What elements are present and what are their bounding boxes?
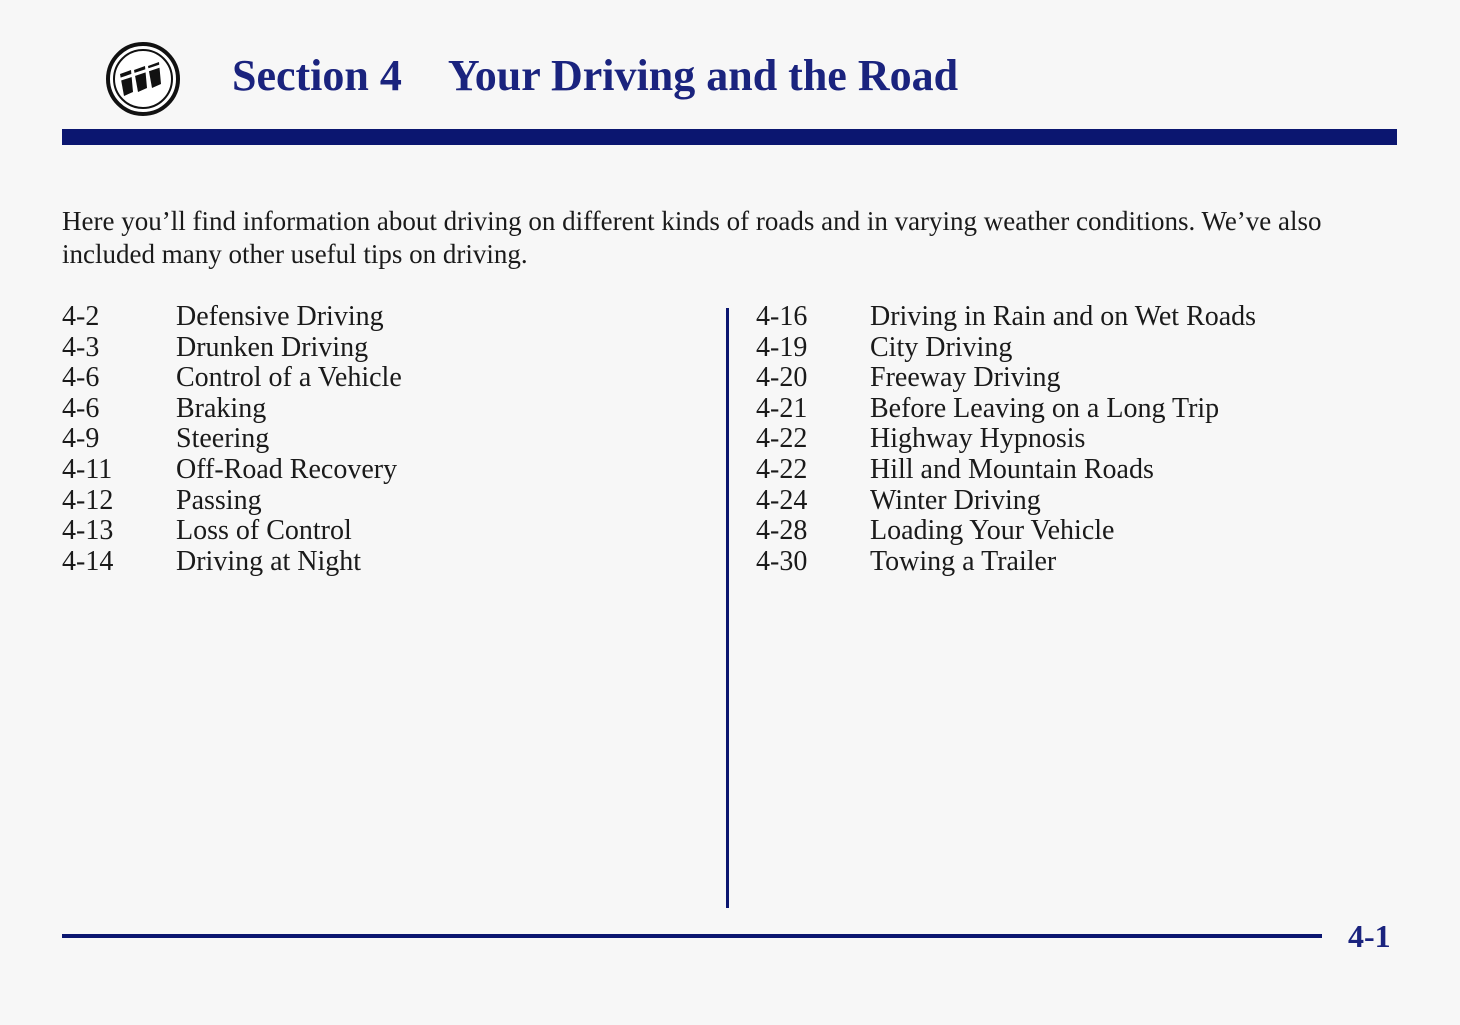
- header-rule: [62, 129, 1397, 145]
- footer-rule: [62, 934, 1322, 938]
- toc-entry-title: Hill and Mountain Roads: [870, 453, 1154, 485]
- toc-entry-title: Braking: [176, 392, 267, 424]
- toc-entry-title: Off-Road Recovery: [176, 453, 398, 485]
- toc-page-number: 4-9: [62, 423, 100, 455]
- page-number: 4-1: [1348, 918, 1391, 954]
- toc-page-number: 4-30: [756, 545, 808, 577]
- intro-paragraph: Here you’ll find information about driving on different kinds of roads and in varying weather conditions. We’ve also included many other useful tips on driving.: [62, 206, 1322, 269]
- toc-entry-title: Loading Your Vehicle: [870, 515, 1115, 547]
- toc-page-number: 4-3: [62, 331, 100, 363]
- toc-page-number: 4-22: [756, 453, 808, 485]
- toc-entry-title: Steering: [176, 423, 270, 455]
- toc-page-number: 4-20: [756, 362, 808, 394]
- toc-page-number: 4-6: [62, 392, 100, 424]
- toc-entry-title: Before Leaving on a Long Trip: [870, 392, 1220, 424]
- toc-entry-title: Winter Driving: [870, 484, 1041, 516]
- toc-entry-title: Freeway Driving: [870, 362, 1061, 394]
- toc-page-number: 4-12: [62, 484, 114, 516]
- toc-page-number: 4-28: [756, 515, 808, 547]
- toc-page-number: 4-2: [62, 301, 100, 332]
- toc-entry-title: Loss of Control: [176, 515, 352, 547]
- column-divider: [726, 308, 729, 908]
- toc-page-number: 4-13: [62, 515, 114, 547]
- toc-entry-title: Defensive Driving: [176, 301, 384, 332]
- toc-entry-title: Highway Hypnosis: [870, 423, 1086, 455]
- toc-entry-title: City Driving: [870, 331, 1013, 363]
- section-label: Section 4: [232, 51, 402, 100]
- toc-page-number: 4-19: [756, 331, 808, 363]
- toc-page-number: 4-21: [756, 392, 808, 424]
- toc-entry-title: Control of a Vehicle: [176, 362, 402, 394]
- toc-entry-title: Drunken Driving: [176, 331, 369, 363]
- section-title: Your Driving and the Road: [447, 51, 959, 100]
- toc-entry-title: Passing: [176, 484, 262, 516]
- toc-page-number: 4-16: [756, 301, 808, 332]
- toc-entry-title: Towing a Trailer: [870, 545, 1057, 577]
- toc-page-number: 4-11: [62, 453, 113, 485]
- toc-entry-title: Driving at Night: [176, 545, 362, 577]
- toc-page-number: 4-6: [62, 362, 100, 394]
- toc-entry-title: Driving in Rain and on Wet Roads: [870, 301, 1257, 332]
- toc-page-number: 4-22: [756, 423, 808, 455]
- toc-page-number: 4-14: [62, 545, 114, 577]
- page-title: [232, 50, 958, 101]
- toc-page-number: 4-24: [756, 484, 808, 516]
- tri-shield-emblem-icon: [104, 40, 182, 118]
